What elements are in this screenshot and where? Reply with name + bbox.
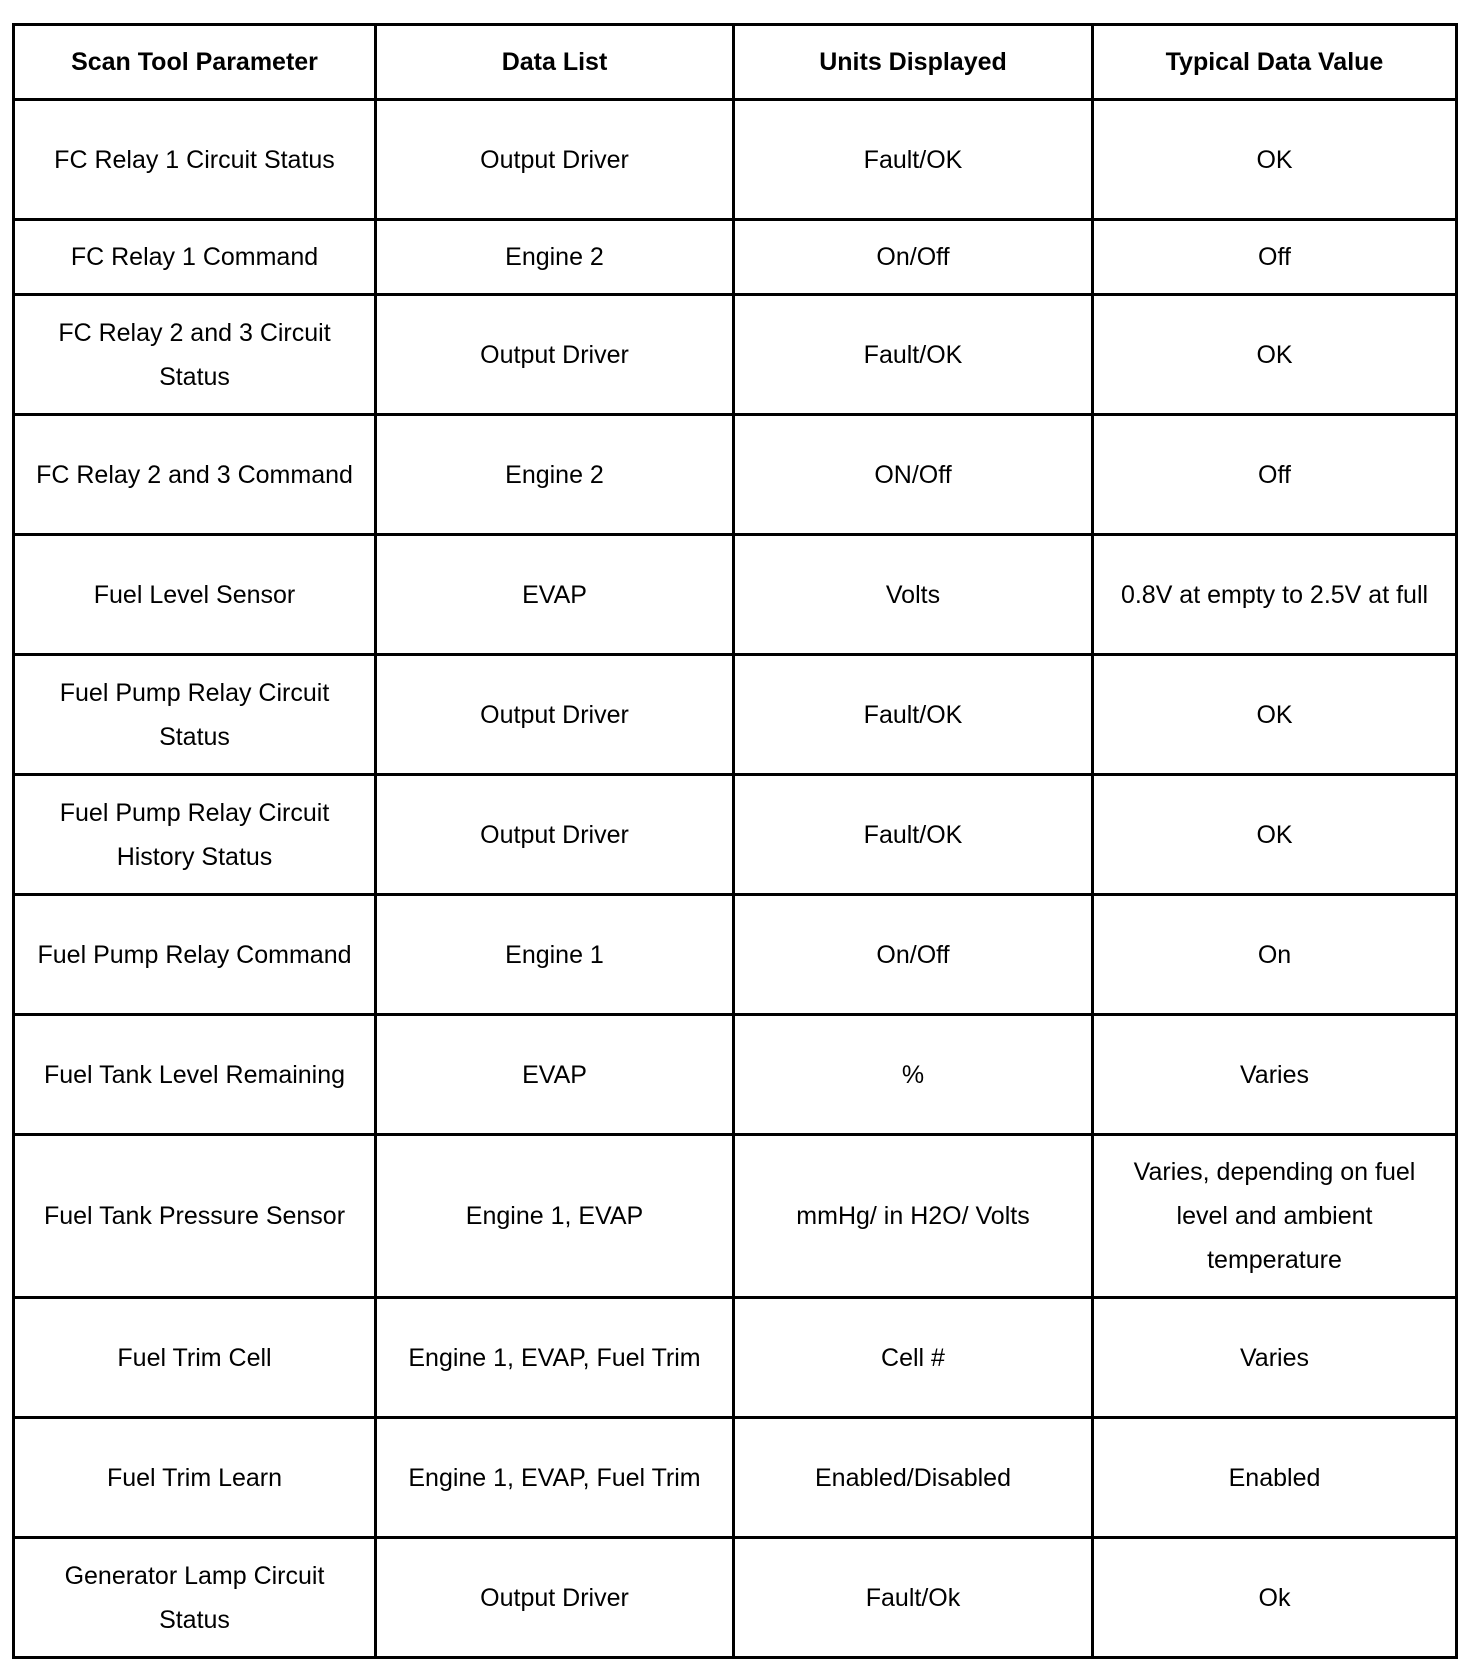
cell-typical-value: Off (1093, 220, 1457, 295)
cell-data-list: Output Driver (376, 100, 734, 220)
table-row (14, 1135, 1457, 1298)
cell-typical-value: Ok (1093, 1538, 1457, 1658)
cell-units: On/Off (734, 895, 1093, 1015)
cell-typical-value: Enabled (1093, 1418, 1457, 1538)
cell-data-list: Engine 2 (376, 220, 734, 295)
table-row (14, 1015, 1457, 1135)
header-units-displayed: Units Displayed (734, 25, 1093, 100)
cell-data-list: EVAP (376, 1015, 734, 1135)
cell-typical-value: On (1093, 895, 1457, 1015)
cell-parameter: Fuel Trim Learn (14, 1418, 376, 1538)
header-scan-tool-parameter: Scan Tool Parameter (14, 25, 376, 100)
cell-typical-value: OK (1093, 100, 1457, 220)
header-data-list: Data List (376, 25, 734, 100)
cell-typical-value: Varies (1093, 1298, 1457, 1418)
cell-parameter: Generator Lamp Circuit Status (14, 1538, 376, 1658)
cell-parameter: Fuel Tank Level Remaining (14, 1015, 376, 1135)
cell-parameter: Fuel Pump Relay Command (14, 895, 376, 1015)
cell-parameter: FC Relay 2 and 3 Circuit Status (14, 295, 376, 415)
cell-typical-value: Off (1093, 415, 1457, 535)
cell-typical-value: 0.8V at empty to 2.5V at full (1093, 535, 1457, 655)
cell-units: Fault/OK (734, 775, 1093, 895)
cell-typical-value: OK (1093, 775, 1457, 895)
cell-units: ON/Off (734, 415, 1093, 535)
header-typical-data-value: Typical Data Value (1093, 25, 1457, 100)
cell-data-list: EVAP (376, 535, 734, 655)
cell-parameter: Fuel Tank Pressure Sensor (14, 1135, 376, 1298)
cell-parameter: Fuel Pump Relay Circuit History Status (14, 775, 376, 895)
cell-parameter: FC Relay 1 Command (14, 220, 376, 295)
cell-units: mmHg/ in H2O/ Volts (734, 1135, 1093, 1298)
table-row (14, 1538, 1457, 1658)
table-row (14, 895, 1457, 1015)
cell-data-list: Engine 1, EVAP, Fuel Trim (376, 1298, 734, 1418)
cell-units: Enabled/Disabled (734, 1418, 1093, 1538)
cell-units: Cell # (734, 1298, 1093, 1418)
table-row (14, 535, 1457, 655)
cell-units: Fault/OK (734, 295, 1093, 415)
cell-parameter: Fuel Level Sensor (14, 535, 376, 655)
cell-units: On/Off (734, 220, 1093, 295)
table-row (14, 655, 1457, 775)
cell-data-list: Output Driver (376, 775, 734, 895)
cell-parameter: FC Relay 2 and 3 Command (14, 415, 376, 535)
table-row (14, 295, 1457, 415)
cell-typical-value: OK (1093, 655, 1457, 775)
cell-data-list: Engine 1 (376, 895, 734, 1015)
table-row (14, 415, 1457, 535)
cell-data-list: Output Driver (376, 655, 734, 775)
cell-units: Volts (734, 535, 1093, 655)
cell-typical-value: Varies (1093, 1015, 1457, 1135)
table-row (14, 775, 1457, 895)
scan-tool-data-table (12, 23, 1458, 1659)
cell-data-list: Engine 1, EVAP, Fuel Trim (376, 1418, 734, 1538)
cell-parameter: FC Relay 1 Circuit Status (14, 100, 376, 220)
cell-data-list: Output Driver (376, 295, 734, 415)
cell-parameter: Fuel Trim Cell (14, 1298, 376, 1418)
cell-units: % (734, 1015, 1093, 1135)
cell-parameter: Fuel Pump Relay Circuit Status (14, 655, 376, 775)
cell-units: Fault/OK (734, 655, 1093, 775)
cell-data-list: Engine 1, EVAP (376, 1135, 734, 1298)
table-row (14, 1418, 1457, 1538)
cell-data-list: Engine 2 (376, 415, 734, 535)
table-row (14, 1298, 1457, 1418)
cell-typical-value: OK (1093, 295, 1457, 415)
cell-data-list: Output Driver (376, 1538, 734, 1658)
cell-units: Fault/Ok (734, 1538, 1093, 1658)
header-row (14, 25, 1457, 100)
cell-units: Fault/OK (734, 100, 1093, 220)
table-row (14, 220, 1457, 295)
cell-typical-value: Varies, depending on fuel level and ambient temperature (1093, 1135, 1457, 1298)
table-row (14, 100, 1457, 220)
